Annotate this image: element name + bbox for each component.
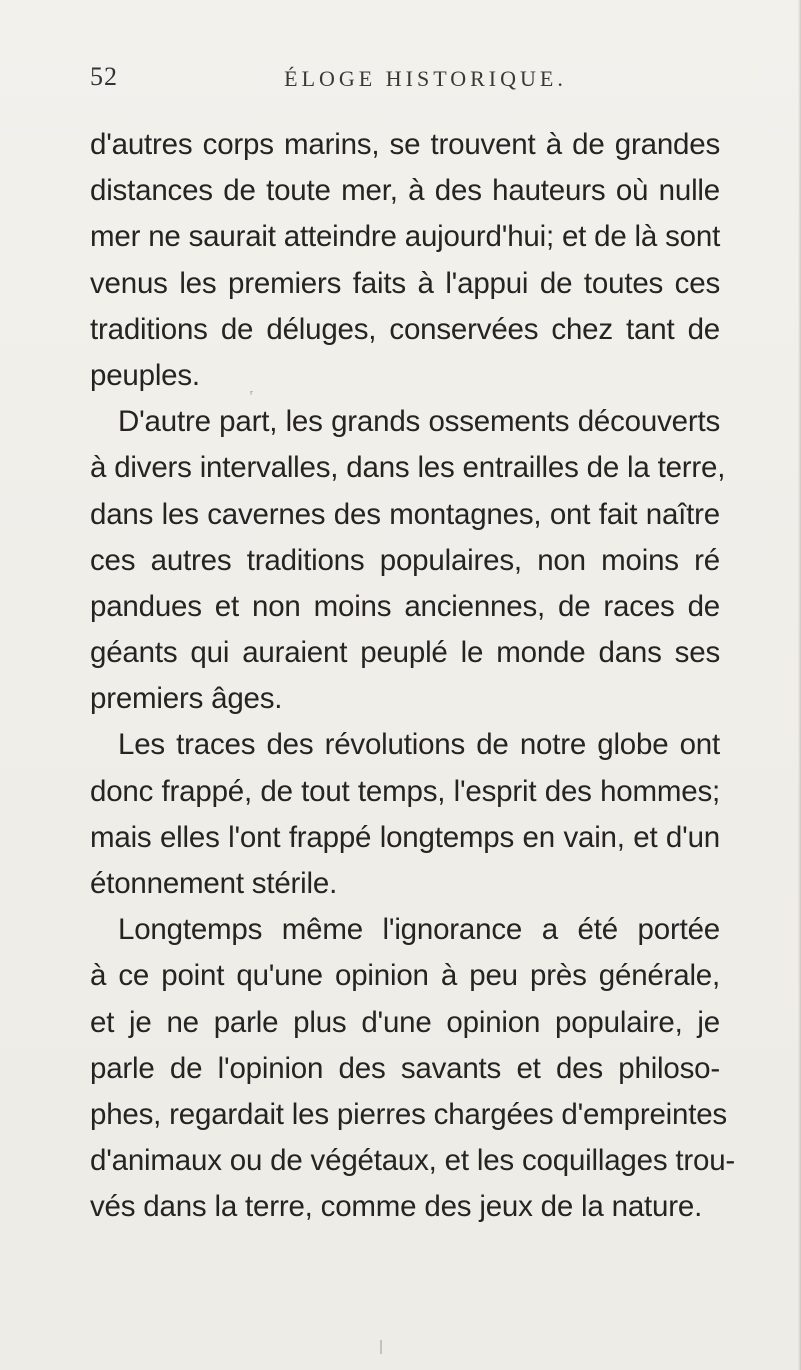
- text-line: distances de toute mer, à des hauteurs où nulle: [90, 174, 720, 208]
- text-line: dans les cavernes des montagnes, ont fait naître: [90, 497, 720, 531]
- text-line: phes, regardait les pierres chargées d'empreintes: [90, 1097, 727, 1131]
- text-line: premiers âges.: [90, 682, 283, 716]
- text-line: ces autres traditions populaires, non moins ré: [90, 543, 720, 577]
- body-text: [90, 122, 736, 1231]
- text-line: vés dans la terre, comme des jeux de la nature.: [90, 1190, 703, 1224]
- page-header: [0, 62, 801, 102]
- text-line: à divers intervalles, dans les entrailles de la terre,: [90, 451, 726, 485]
- text-line: D'autre part, les grands ossements découverts: [118, 405, 720, 439]
- text-line: traditions de déluges, conservées chez tant de: [90, 312, 720, 346]
- running-title: ÉLOGE HISTORIQUE.: [284, 66, 567, 91]
- text-line: et je ne parle plus d'une opinion populaire, je: [90, 1005, 720, 1039]
- text-line: à ce point qu'une opinion à peu près générale,: [90, 959, 720, 993]
- text-line: mais elles l'ont frappé longtemps en vain, et d'un: [90, 820, 720, 854]
- text-line: Les traces des révolutions de notre globe ont: [118, 728, 720, 762]
- page-number: 52: [90, 62, 118, 91]
- text-line: géants qui auraient peuplé le monde dans ses: [90, 636, 720, 670]
- text-line: d'animaux ou de végétaux, et les coquillages trou-: [90, 1144, 736, 1178]
- text-line: d'autres corps marins, se trouvent à de grandes: [90, 128, 720, 161]
- text-line: pandues et non moins anciennes, de races de: [90, 589, 720, 623]
- text-line: donc frappé, de tout temps, l'esprit des hommes;: [90, 774, 720, 808]
- paper-blemish: [380, 1340, 382, 1354]
- stray-print-mark: ʳ: [250, 387, 253, 401]
- text-line: peuples.: [90, 358, 200, 392]
- text-line: parle de l'opinion des savants et des philoso-: [90, 1051, 720, 1085]
- text-line: venus les premiers faits à l'appui de toutes ces: [90, 266, 720, 300]
- text-line: Longtemps même l'ignorance a été portée: [118, 913, 720, 947]
- text-line: étonnement stérile.: [90, 867, 338, 900]
- text-line: mer ne saurait atteindre aujourd'hui; et de là sont: [90, 220, 721, 254]
